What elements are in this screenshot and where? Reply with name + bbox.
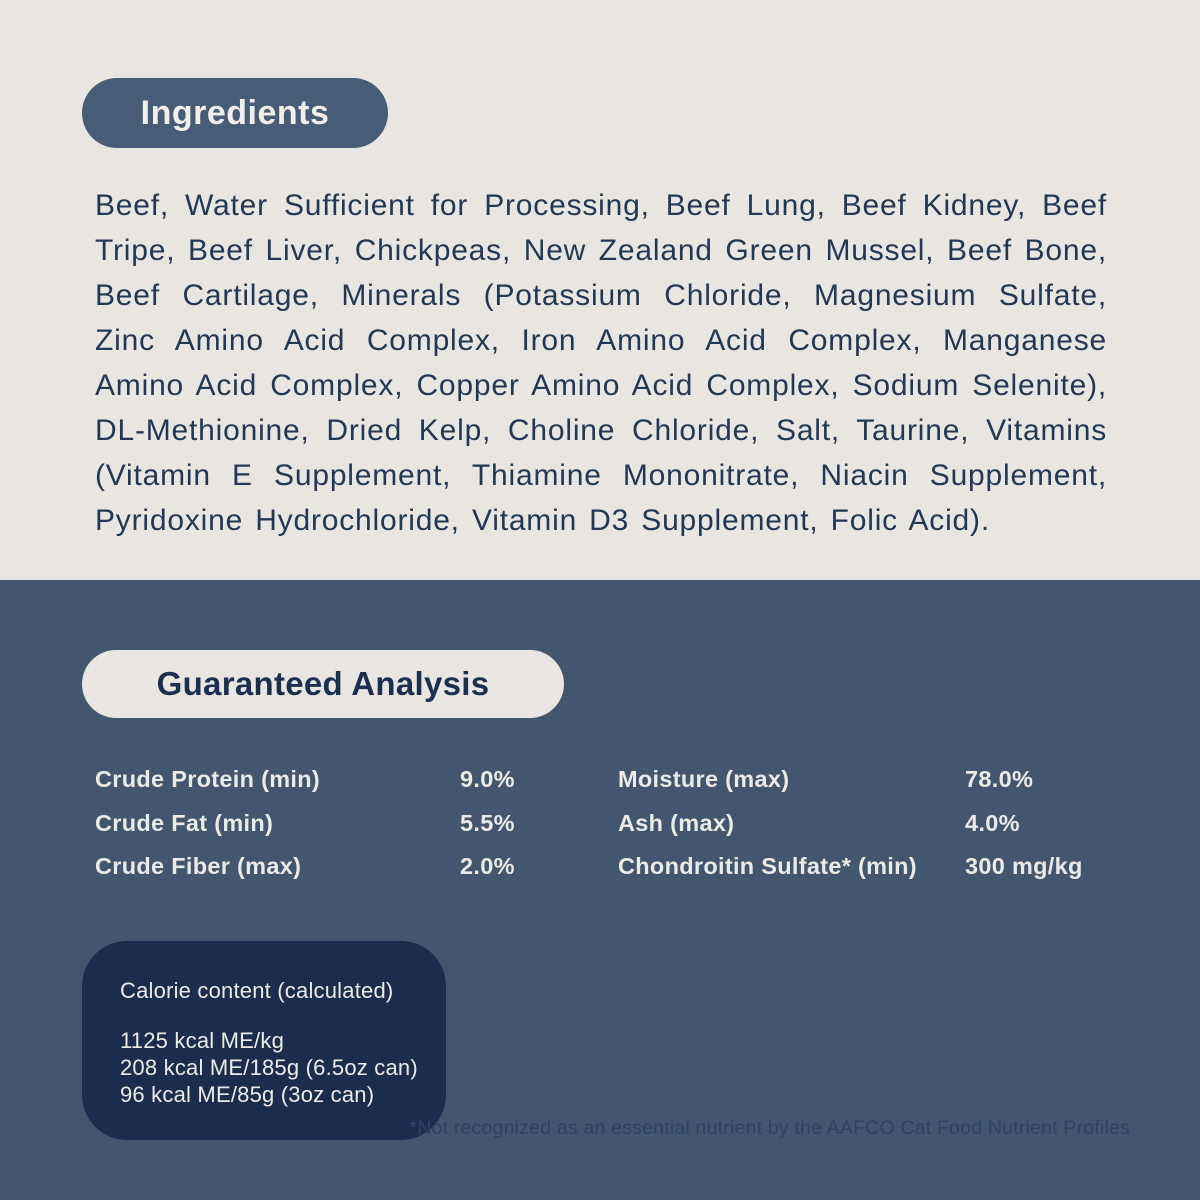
analysis-label-crude-fat: Crude Fat (min): [95, 809, 274, 836]
analysis-label-ash: Ash (max): [618, 809, 735, 836]
guaranteed-analysis-table: [95, 758, 1107, 889]
analysis-value-moisture: 78.0%: [965, 766, 1034, 793]
analysis-value-crude-fat: 5.5%: [460, 809, 515, 836]
guaranteed-analysis-title: Guaranteed Analysis: [156, 665, 490, 702]
aafco-footnote: *Not recognized as an essential nutrient by the AAFCO Cat Food Nutrient Profiles: [409, 1117, 1130, 1139]
calorie-line-small-can: 96 kcal ME/85g (3oz can): [120, 1082, 375, 1107]
analysis-value-crude-protein: 9.0%: [460, 766, 515, 793]
guaranteed-analysis-header-pill: [82, 650, 564, 718]
calorie-content-box: [82, 941, 446, 1140]
calorie-line-large-can: 208 kcal ME/185g (6.5oz can): [120, 1055, 418, 1080]
calorie-line-per-kg: 1125 kcal ME/kg: [120, 1028, 285, 1053]
analysis-label-crude-fiber: Crude Fiber (max): [95, 853, 302, 880]
ingredients-header-pill: [82, 78, 388, 148]
ingredients-title: Ingredients: [140, 93, 330, 132]
analysis-label-crude-protein: Crude Protein (min): [95, 766, 321, 793]
analysis-value-chondroitin: 300 mg/kg: [965, 853, 1083, 880]
analysis-value-crude-fiber: 2.0%: [460, 853, 515, 880]
calorie-content-title: Calorie content (calculated): [120, 978, 394, 1003]
analysis-label-chondroitin: Chondroitin Sulfate* (min): [618, 853, 917, 880]
analysis-label-moisture: Moisture (max): [618, 766, 790, 793]
ingredients-section: [0, 0, 1200, 580]
guaranteed-analysis-section: [0, 580, 1200, 1200]
ingredients-list: Beef, Water Sufficient for Processing, Beef Lung, Beef Kidney, Beef Tripe, Beef Liver, Chickpeas, New Zealand Green Mussel, Beef Bone, Beef Cartilage, Minerals (Potassium Chloride, Magnesium Sulfate, Zinc Amino Acid Complex, Iron Amino Acid Complex, Manganese Amino Acid Complex, Copper Amino Acid Complex, Sodium Selenite), DL-Methionine, Dried Kelp, Choline Chloride, Salt, Taurine, Vitamins (Vitamin E Supplement, Thiamine Mononitrate, Niacin Supplement, Pyridoxine Hydrochloride, Vitamin D3 Supplement, Folic Acid).: [95, 189, 1107, 537]
calorie-content-lines: [120, 1027, 418, 1108]
analysis-value-ash: 4.0%: [965, 809, 1020, 836]
